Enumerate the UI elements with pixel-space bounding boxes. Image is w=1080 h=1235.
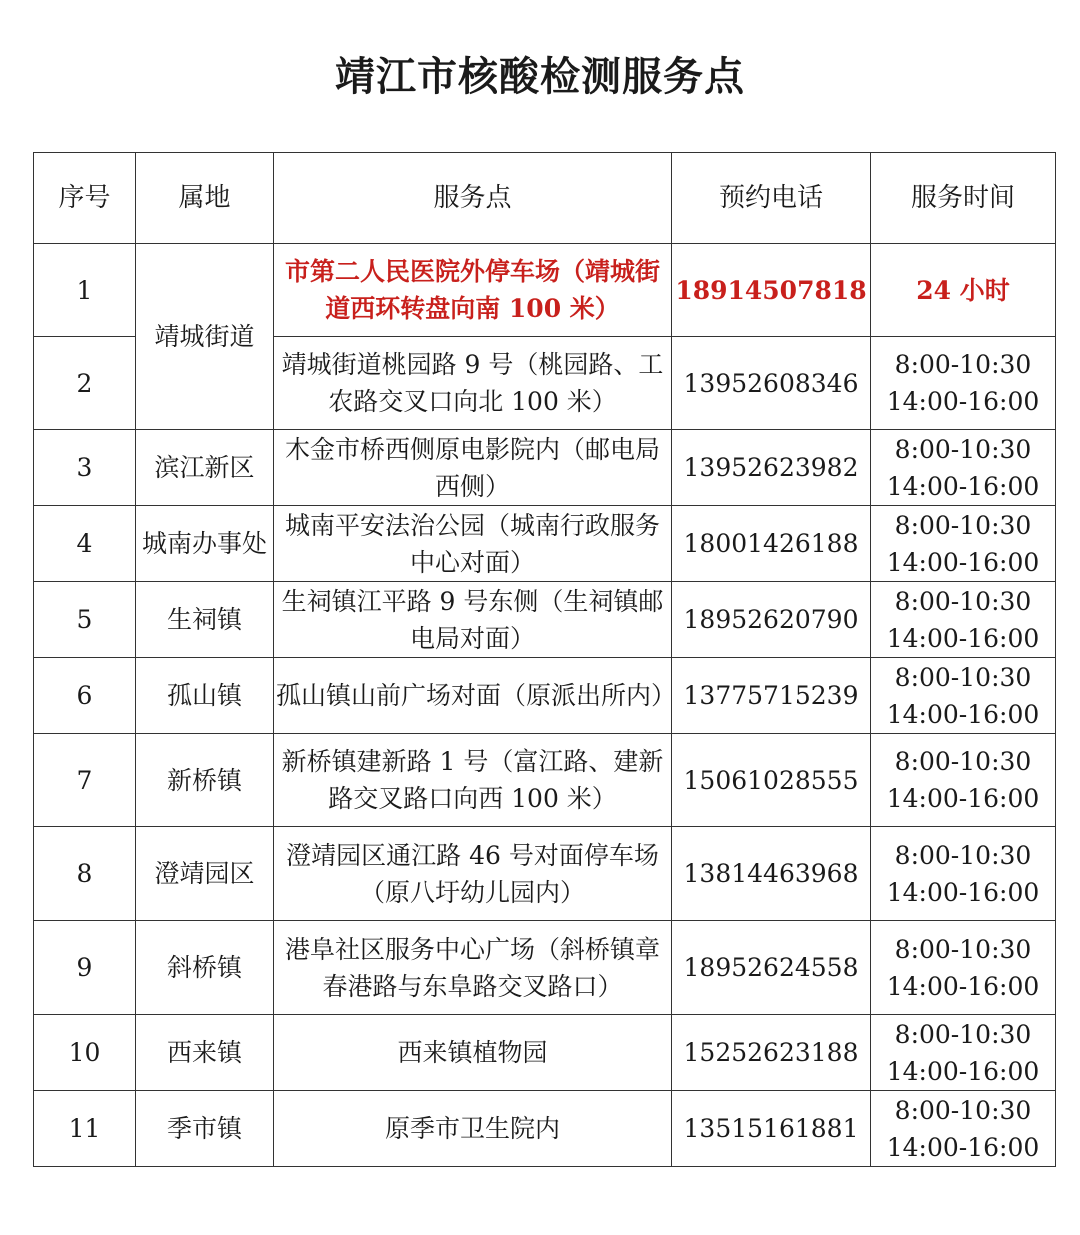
table-row [34,921,1056,1015]
row-area: 孤山镇 [136,658,274,734]
row-index: 6 [34,658,136,734]
row-area: 西来镇 [136,1015,274,1091]
testing-sites-table [33,152,1056,1167]
row-index: 7 [34,734,136,827]
row-phone: 13775715239 [672,658,871,734]
row-index: 4 [34,506,136,582]
table-row [34,506,1056,582]
row-index: 2 [34,337,136,430]
table-row [34,430,1056,506]
row-site: 木金市桥西侧原电影院内（邮电局西侧） [274,430,672,506]
row-hours: 8:00-10:30 14:00-16:00 [871,921,1056,1015]
row-index: 1 [34,244,136,337]
table-header-row [34,153,1056,244]
table-row [34,1091,1056,1167]
row-hours: 8:00-10:30 14:00-16:00 [871,506,1056,582]
row-area: 澄靖园区 [136,827,274,921]
row-site: 新桥镇建新路 1 号（富江路、建新路交叉路口向西 100 米） [274,734,672,827]
row-hours: 8:00-10:30 14:00-16:00 [871,827,1056,921]
row-phone: 15061028555 [672,734,871,827]
row-area: 城南办事处 [136,506,274,582]
row-index: 10 [34,1015,136,1091]
table-row [34,582,1056,658]
row-area: 滨江新区 [136,430,274,506]
row-site: 港阜社区服务中心广场（斜桥镇章春港路与东阜路交叉路口） [274,921,672,1015]
row-area: 生祠镇 [136,582,274,658]
row-area: 靖城街道 [136,244,274,430]
row-hours: 8:00-10:30 14:00-16:00 [871,582,1056,658]
row-index: 9 [34,921,136,1015]
row-site: 西来镇植物园 [274,1015,672,1091]
row-index: 8 [34,827,136,921]
row-hours: 8:00-10:30 14:00-16:00 [871,1091,1056,1167]
row-site: 生祠镇江平路 9 号东侧（生祠镇邮电局对面） [274,582,672,658]
row-area: 季市镇 [136,1091,274,1167]
table-row [34,734,1056,827]
row-phone: 18914507818 [672,244,871,337]
row-site: 孤山镇山前广场对面（原派出所内） [274,658,672,734]
table-row [34,827,1056,921]
row-index: 11 [34,1091,136,1167]
header-phone: 预约电话 [672,153,871,244]
header-hours: 服务时间 [871,153,1056,244]
row-hours: 24 小时 [871,244,1056,337]
row-site: 原季市卫生院内 [274,1091,672,1167]
header-site: 服务点 [274,153,672,244]
row-hours: 8:00-10:30 14:00-16:00 [871,1015,1056,1091]
header-area: 属地 [136,153,274,244]
row-phone: 13952608346 [672,337,871,430]
row-phone: 18952624558 [672,921,871,1015]
page-title: 靖江市核酸检测服务点 [335,54,745,100]
row-phone: 18952620790 [672,582,871,658]
row-site: 市第二人民医院外停车场（靖城街道西环转盘向南 100 米） [274,244,672,337]
row-phone: 15252623188 [672,1015,871,1091]
row-index: 3 [34,430,136,506]
table-row [34,658,1056,734]
row-area: 斜桥镇 [136,921,274,1015]
table-row [34,244,1056,337]
header-index: 序号 [34,153,136,244]
row-area: 新桥镇 [136,734,274,827]
row-phone: 13952623982 [672,430,871,506]
table-row [34,1015,1056,1091]
row-phone: 13515161881 [672,1091,871,1167]
row-site: 靖城街道桃园路 9 号（桃园路、工农路交叉口向北 100 米） [274,337,672,430]
row-hours: 8:00-10:30 14:00-16:00 [871,658,1056,734]
row-hours: 8:00-10:30 14:00-16:00 [871,430,1056,506]
row-site: 澄靖园区通江路 46 号对面停车场（原八圩幼儿园内） [274,827,672,921]
row-phone: 13814463968 [672,827,871,921]
row-index: 5 [34,582,136,658]
row-hours: 8:00-10:30 14:00-16:00 [871,337,1056,430]
row-site: 城南平安法治公园（城南行政服务中心对面） [274,506,672,582]
row-hours: 8:00-10:30 14:00-16:00 [871,734,1056,827]
row-phone: 18001426188 [672,506,871,582]
